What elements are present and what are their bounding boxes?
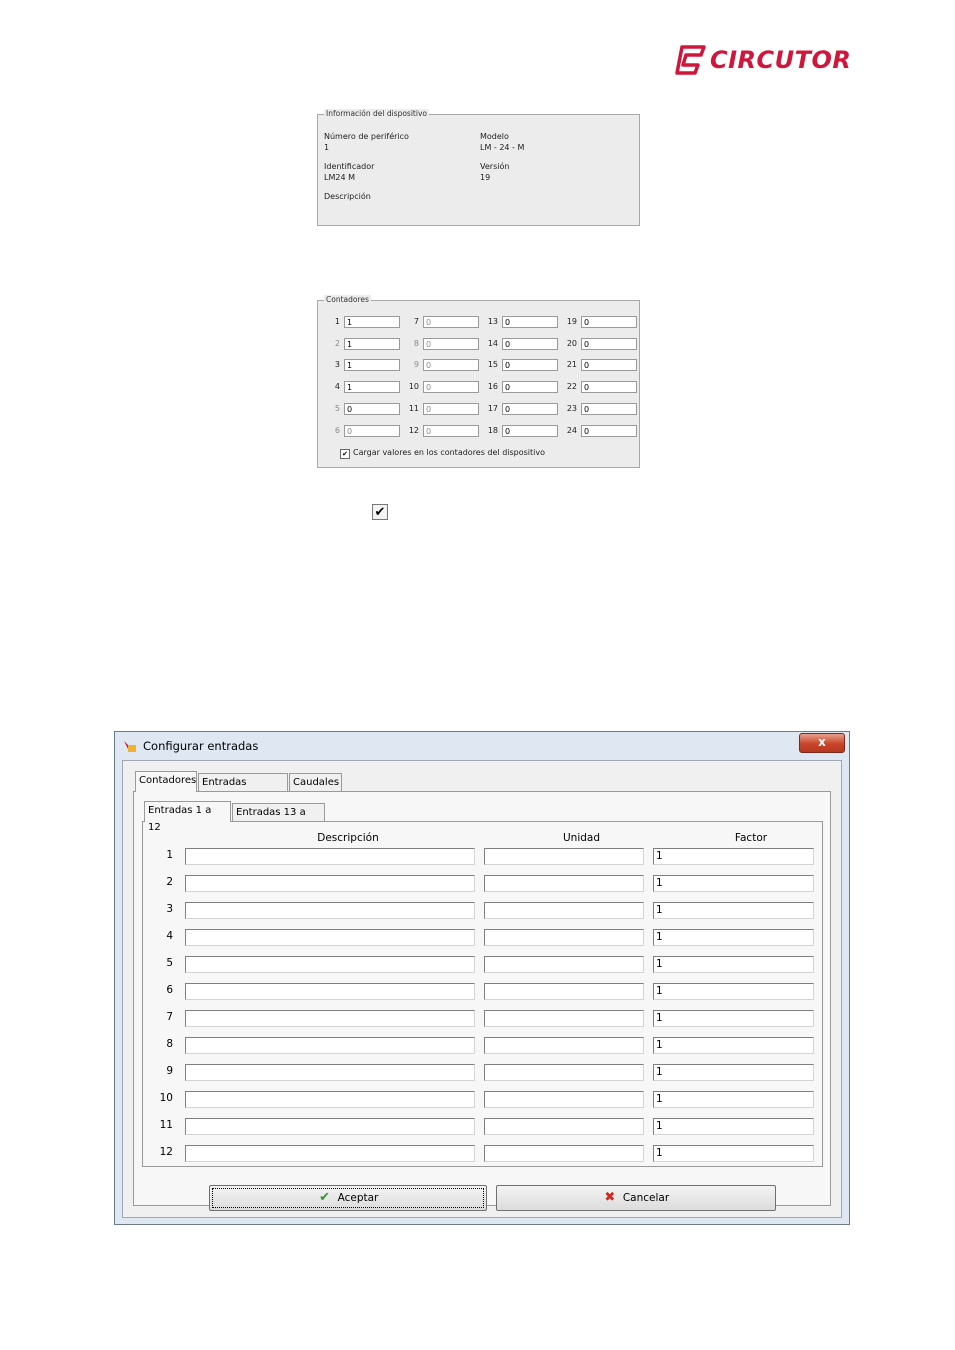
device-info-legend: Información del dispositivo <box>326 109 427 118</box>
app-icon <box>123 739 137 753</box>
counter-input-5[interactable]: 0 <box>344 403 400 415</box>
configure-inputs-dialog <box>114 731 850 1225</box>
unit-field[interactable] <box>484 929 644 946</box>
column-header-description: Descripción <box>317 832 379 844</box>
counter-label-6: 6 <box>334 426 340 435</box>
check-icon: ✔ <box>319 1190 331 1205</box>
factor-field[interactable]: 1 <box>653 875 814 892</box>
counters-groupbox <box>317 295 640 468</box>
description-field[interactable] <box>185 1145 475 1162</box>
accept-button[interactable] <box>209 1185 487 1211</box>
description-field[interactable] <box>185 1091 475 1108</box>
factor-field[interactable]: 1 <box>653 1145 814 1162</box>
counter-label-12: 12 <box>408 426 419 435</box>
row-number: 7 <box>166 1011 173 1023</box>
subtab-entradas-1-12[interactable]: Entradas 1 a 12 <box>144 801 231 822</box>
entries-panel <box>142 821 823 1167</box>
unit-field[interactable] <box>484 1118 644 1135</box>
counter-label-7: 7 <box>413 317 419 326</box>
counter-label-22: 22 <box>566 382 577 391</box>
counter-input-2[interactable]: 1 <box>344 338 400 350</box>
factor-field[interactable]: 1 <box>653 902 814 919</box>
title-bar[interactable] <box>115 732 849 760</box>
counter-label-18: 18 <box>487 426 498 435</box>
identifier-value: LM24 M <box>324 173 355 182</box>
identifier-label: Identificador <box>324 162 375 171</box>
factor-field[interactable]: 1 <box>653 1010 814 1027</box>
counter-input-8[interactable]: 0 <box>423 338 479 350</box>
cross-icon: ✖ <box>604 1190 616 1205</box>
accept-label: Aceptar <box>337 1192 379 1204</box>
tab-caudales[interactable]: Caudales <box>289 773 342 791</box>
checkbox-checked-icon: ✔ <box>372 504 388 520</box>
description-field[interactable] <box>185 1118 475 1135</box>
tab-contadores[interactable]: Contadores <box>135 771 197 792</box>
description-field[interactable] <box>185 1010 475 1027</box>
contadores-panel <box>133 791 831 1206</box>
unit-field[interactable] <box>484 1037 644 1054</box>
unit-field[interactable] <box>484 875 644 892</box>
unit-field[interactable] <box>484 1091 644 1108</box>
counter-input-9[interactable]: 0 <box>423 359 479 371</box>
counter-input-24[interactable]: 0 <box>581 425 637 437</box>
counter-label-16: 16 <box>487 382 498 391</box>
counter-label-19: 19 <box>566 317 577 326</box>
close-icon: x <box>818 735 826 749</box>
counter-input-12[interactable]: 0 <box>423 425 479 437</box>
description-field[interactable] <box>185 956 475 973</box>
load-values-checkbox[interactable]: ✔ <box>340 449 350 459</box>
counter-label-20: 20 <box>566 339 577 348</box>
logo-text: CIRCUTOR <box>710 46 852 74</box>
counter-input-19[interactable]: 0 <box>581 316 637 328</box>
counter-input-17[interactable]: 0 <box>502 403 558 415</box>
factor-field[interactable]: 1 <box>653 1118 814 1135</box>
row-number: 4 <box>166 930 173 942</box>
counter-input-22[interactable]: 0 <box>581 381 637 393</box>
factor-field[interactable]: 1 <box>653 929 814 946</box>
counter-input-6[interactable]: 0 <box>344 425 400 437</box>
counter-label-15: 15 <box>487 360 498 369</box>
counter-label-1: 1 <box>334 317 340 326</box>
counter-input-1[interactable]: 1 <box>344 316 400 328</box>
factor-field[interactable]: 1 <box>653 1037 814 1054</box>
description-field[interactable] <box>185 848 475 865</box>
unit-field[interactable] <box>484 902 644 919</box>
counter-label-9: 9 <box>413 360 419 369</box>
cancel-label: Cancelar <box>622 1192 670 1204</box>
circutor-logo-icon <box>674 44 706 76</box>
row-number: 11 <box>159 1119 173 1131</box>
description-field[interactable] <box>185 1064 475 1081</box>
counter-input-23[interactable]: 0 <box>581 403 637 415</box>
counter-input-11[interactable]: 0 <box>423 403 479 415</box>
row-number: 10 <box>159 1092 173 1104</box>
dialog-client-area <box>122 760 842 1218</box>
counter-label-13: 13 <box>487 317 498 326</box>
counter-label-11: 11 <box>408 404 419 413</box>
unit-field[interactable] <box>484 956 644 973</box>
description-field[interactable] <box>185 929 475 946</box>
subtab-entradas-13-24[interactable]: Entradas 13 a <box>232 803 325 821</box>
counter-input-3[interactable]: 1 <box>344 359 400 371</box>
model-value: LM - 24 - M <box>480 143 525 152</box>
description-field[interactable] <box>185 1037 475 1054</box>
factor-field[interactable]: 1 <box>653 956 814 973</box>
close-button[interactable] <box>799 733 845 753</box>
counter-label-3: 3 <box>334 360 340 369</box>
counter-label-24: 24 <box>566 426 577 435</box>
factor-field[interactable]: 1 <box>653 983 814 1000</box>
counter-input-16[interactable]: 0 <box>502 381 558 393</box>
factor-field[interactable]: 1 <box>653 1091 814 1108</box>
counter-input-4[interactable]: 1 <box>344 381 400 393</box>
counter-label-10: 10 <box>408 382 419 391</box>
row-number: 1 <box>166 849 173 861</box>
column-header-unit: Unidad <box>562 832 601 844</box>
device-info-groupbox <box>317 109 640 226</box>
counter-input-21[interactable]: 0 <box>581 359 637 371</box>
circutor-logo <box>674 42 852 82</box>
row-number: 3 <box>166 903 173 915</box>
column-header-factor: Factor <box>734 832 768 844</box>
counter-label-23: 23 <box>566 404 577 413</box>
counter-input-18[interactable]: 0 <box>502 425 558 437</box>
counter-input-10[interactable]: 0 <box>423 381 479 393</box>
description-field[interactable] <box>185 875 475 892</box>
counter-label-2: 2 <box>334 339 340 348</box>
unit-field[interactable] <box>484 848 644 865</box>
periph-label: Número de periférico <box>324 132 409 141</box>
tab-entradas-digitales[interactable]: Entradas <box>198 773 288 791</box>
counter-label-5: 5 <box>334 404 340 413</box>
unit-field[interactable] <box>484 1064 644 1081</box>
counters-legend: Contadores <box>326 295 369 304</box>
version-label: Versión <box>480 162 510 171</box>
unit-field[interactable] <box>484 1145 644 1162</box>
counter-input-14[interactable]: 0 <box>502 338 558 350</box>
row-number: 5 <box>166 957 173 969</box>
dialog-title: Configurar entradas <box>143 739 259 753</box>
description-field[interactable] <box>185 902 475 919</box>
description-field[interactable] <box>185 983 475 1000</box>
row-number: 6 <box>166 984 173 996</box>
description-label: Descripción <box>324 192 371 201</box>
factor-field[interactable]: 1 <box>653 848 814 865</box>
counter-label-17: 17 <box>487 404 498 413</box>
counter-label-8: 8 <box>413 339 419 348</box>
counter-input-20[interactable]: 0 <box>581 338 637 350</box>
counter-input-13[interactable]: 0 <box>502 316 558 328</box>
counter-label-14: 14 <box>487 339 498 348</box>
row-number: 12 <box>159 1146 173 1158</box>
row-number: 8 <box>166 1038 173 1050</box>
counter-input-15[interactable]: 0 <box>502 359 558 371</box>
version-value: 19 <box>480 173 491 182</box>
factor-field[interactable]: 1 <box>653 1064 814 1081</box>
unit-field[interactable] <box>484 983 644 1000</box>
cancel-button[interactable] <box>496 1185 776 1211</box>
counter-input-7[interactable]: 0 <box>423 316 479 328</box>
counter-label-4: 4 <box>334 382 340 391</box>
periph-value: 1 <box>324 143 330 152</box>
unit-field[interactable] <box>484 1010 644 1027</box>
counter-label-21: 21 <box>566 360 577 369</box>
row-number: 2 <box>166 876 173 888</box>
model-label: Modelo <box>480 132 509 141</box>
load-values-label: Cargar valores en los contadores del dispositivo <box>353 448 546 457</box>
row-number: 9 <box>166 1065 173 1077</box>
